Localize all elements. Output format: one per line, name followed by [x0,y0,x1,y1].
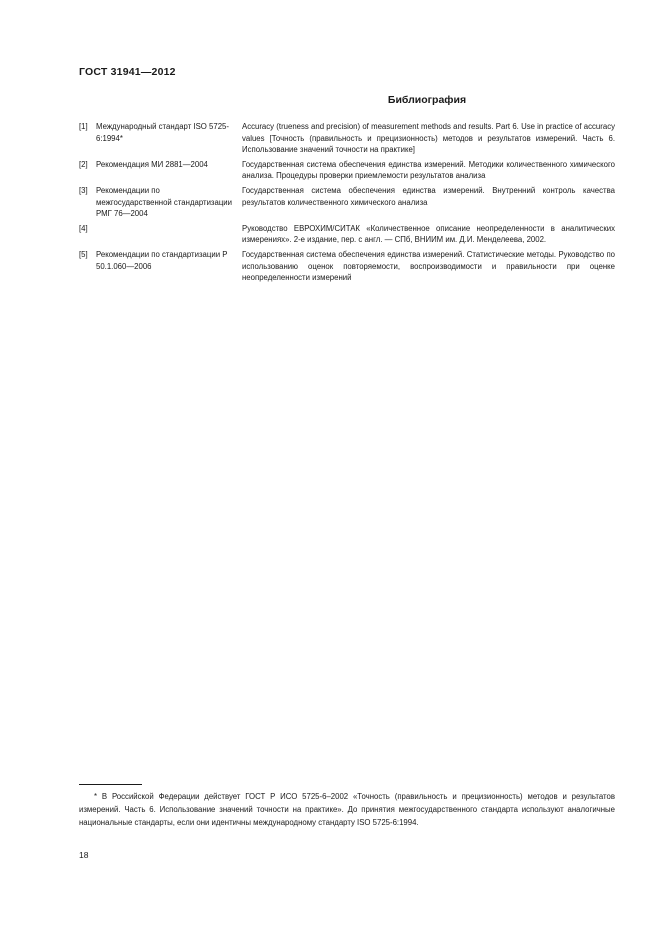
bibliography-entry-text: Accuracy (trueness and precision) of measurement methods and results. Part 6. Use in practice of accuracy values [Точность (правильность и прецизионность) методов и результатов измерений. Часть 6. Использование значений точности на практике] [242,122,615,155]
bibliography-entry-source [96,223,239,246]
bibliography-entry-left [79,223,239,246]
bibliography-entry-source: Рекомендации по межгосударственной стандартизации РМГ 76—2004 [96,185,233,219]
bibliography-entry-text: Руководство ЕВРОХИМ/СИТАК «Количественное описание неопределенности в аналитических измерениях». 2-е издание, пер. с англ. — СПб, ВНИИМ им. Д.И. Менделеева, 2002. [242,223,615,245]
bibliography-entry-number: [5] [79,249,88,259]
bibliography-entry-text: Государственная система обеспечения единства измерений. Статистические методы. Руководство по использованию оценок повторяемости, воспроизводимости и правильности при оценке неопределенности измерений [242,249,615,283]
bibliography-entry-source: Рекомендация МИ 2881—2004 [96,159,208,169]
bibliography-entry-text: Государственная система обеспечения единства измерений. Методики количественного химического анализа. Процедуры проверки приемлемости результатов анализа [242,159,615,181]
bibliography-entry-source: Международный стандарт ISO 5725-6:1994* [96,122,229,143]
bibliography-entry-number: [2] [79,159,88,169]
bibliography-entry [79,223,615,246]
bibliography-list [79,121,615,287]
page-number: 18 [79,850,89,860]
bibliography-entry-number: [1] [79,122,88,131]
bibliography-entry-left [79,159,239,182]
page-header-standard-id: ГОСТ 31941—2012 [79,66,176,78]
section-title: Библиография [387,94,467,106]
bibliography-entry [79,159,615,182]
bibliography-entry-left [79,249,239,284]
bibliography-entry-left [79,185,239,220]
bibliography-entry-left [79,121,239,156]
footnote-divider [79,784,142,785]
bibliography-entry-source: Рекомендации по стандартизации Р 50.1.060—2006 [96,249,228,271]
bibliography-entry [79,249,615,284]
footnote: * В Российской Федерации действует ГОСТ Р ИСО 5725-6–2002 «Точность (правильность и прецизионность) методов и результатов измерений. Часть 6. Использование значений точности на практике». До принятия межгосударственного стандарта используют аналогичные национальные стандарты, если они идентичны международному стандарту ISO 5725-6:1994. [79,792,615,828]
bibliography-entry [79,121,615,156]
bibliography-entry-number: [4] [79,223,88,233]
bibliography-entry-text: Государственная система обеспечения единства измерений. Внутренний контроль качества результатов количественного химического анализа [242,185,615,207]
bibliography-entry [79,185,615,220]
bibliography-entry-number: [3] [79,185,88,195]
